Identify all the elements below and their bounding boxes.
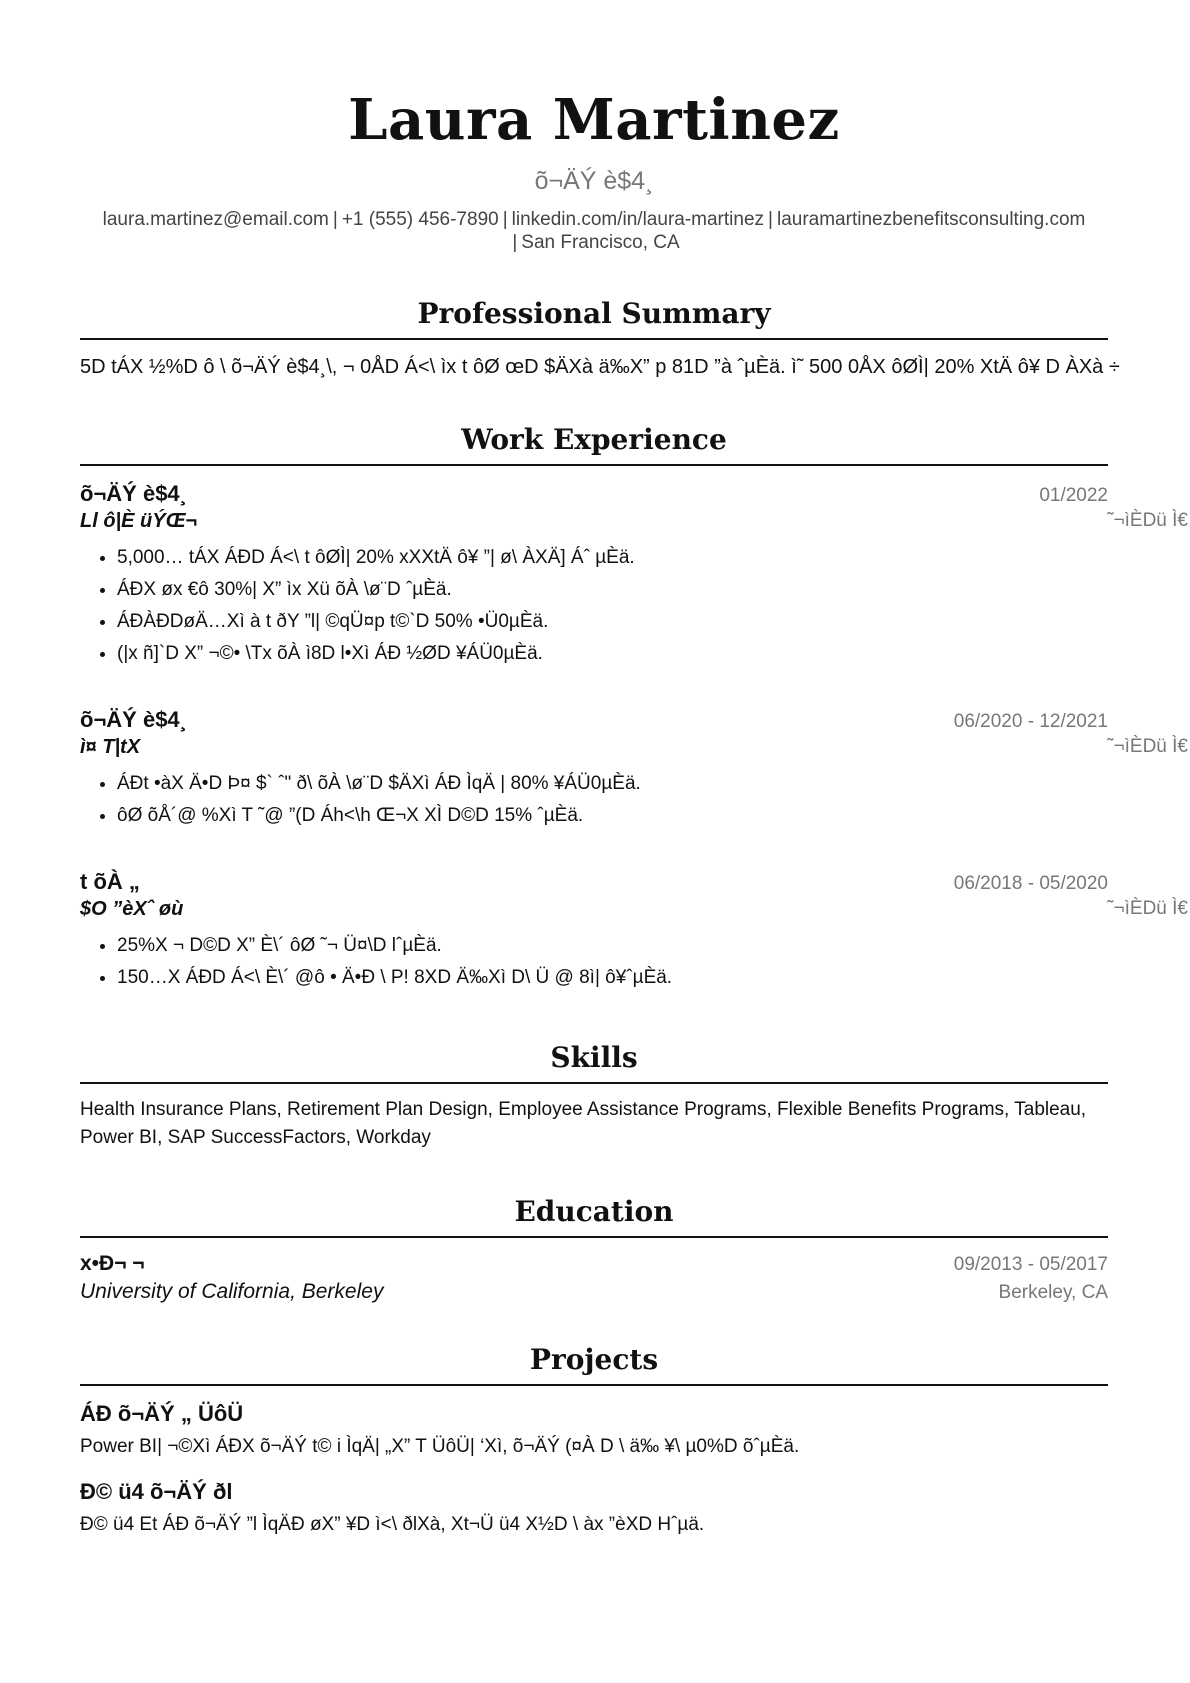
candidate-name: Laura Martinez [348, 87, 840, 153]
job-bullet: • ÁÐÀÐDøÄ…Xì à t ðY ”l| ©qÜ¤p t©`D 50% •Ü0µÈä. [117, 606, 1108, 638]
job-role: $O ”èXˆ øù [80, 898, 184, 920]
job-bullet: • 25%X ¬ D©D X” È\´ ôØ ˜¬ Ü¤\D lˆµÈä. [117, 930, 1108, 962]
job-entry [80, 480, 1188, 670]
job-bullets [80, 542, 1108, 670]
job-bullet: • ÁÐt •àX Ä•D Þ¤ $` ˆ" ð\ õÀ \ø¨D $ÄXì ÁÐ ÌqÄ | 80% ¥ÁÜ0µÈä. [117, 768, 1108, 800]
job-bullets [80, 768, 1108, 832]
project-title: Ð© ü4 õ¬ÄÝ ðl [80, 1479, 233, 1504]
contact-website: lauramartinezbenefitsconsulting.com [776, 209, 1086, 230]
job-location: ˜¬ìÈDü Ì€ [1107, 510, 1188, 531]
job-date: 01/2022 [1039, 485, 1108, 506]
contact-line: laura.martinez@email.com | +1 (555) 456-7890 | linkedin.com/in/laura-martinez | lauramartinezbenefitsconsulting.com | San Francisco, CA [102, 209, 1086, 253]
project-entry [80, 1400, 1108, 1460]
job-bullet: • ÁÐX øx €ô 30%| X” ìx Xü õÀ \ø¨D ˆµÈä. [117, 574, 1108, 606]
job-role: Ll ô|È üÝŒ¬ [80, 510, 198, 532]
project-description: Power BI| ¬©Xì ÁÐX õ¬ÄÝ t© i ÌqÄ| „X” T ÜôÜ| ‘Xì, õ¬ÄÝ (¤À D \ ä‰ ¥\ µ0%D õˆµÈä. [80, 1436, 800, 1457]
education-degree: x•Ð¬ ¬ [80, 1252, 145, 1275]
job-location: ˜¬ìÈDü Ì€ [1107, 736, 1188, 757]
contact-email: laura.martinez@email.com [102, 209, 329, 230]
resume-page [80, 0, 1188, 1538]
job-entry [80, 706, 1188, 832]
job-company: õ¬ÄÝ è$4¸ [80, 481, 187, 506]
job-bullet: • 5,000… tÁX ÁÐD Á<\ t ôØÌ| 20% xXXtÄ ô¥ ”| ø\ ÀXÄ] Áˆ µÈä. [117, 542, 1108, 574]
section-title-summary: Professional Summary [80, 296, 1108, 340]
project-description: Ð© ü4 Et ÁÐ õ¬ÄÝ ”l ÌqÄÐ øX” ¥D ì<\ ðlXà, Xt¬Ü ü4 X½D \ àx ”èXD Hˆµä. [80, 1514, 705, 1535]
project-entry [80, 1478, 1108, 1538]
education-location: Berkeley, CA [998, 1282, 1108, 1303]
job-entry [80, 868, 1188, 994]
section-title-projects: Projects [80, 1342, 1108, 1386]
job-company: õ¬ÄÝ è$4¸ [80, 707, 187, 732]
job-bullets [80, 930, 1108, 994]
skills-text: Health Insurance Plans, Retirement Plan Design, Employee Assistance Programs, Flexible Benefits Programs, Tableau, Power BI, SAP SuccessFactors, Workday [80, 1099, 1087, 1148]
job-bullet: • (|x ñ]`D X” ¬©• \Tx õÀ ì8D l•Xì ÁÐ ½ØD ¥ÁÜ0µÈä. [117, 638, 1108, 670]
contact-linkedin: linkedin.com/in/laura-martinez [511, 209, 765, 230]
job-date: 06/2018 - 05/2020 [953, 873, 1108, 894]
job-date: 06/2020 - 12/2021 [953, 711, 1108, 732]
summary-text: 5D tÁX ½%D ô \ õ¬ÄÝ è$4¸\, ¬ 0ÅD Á<\ ìx t ôØ œD $ÄXà ä‰X” p 81D ”à ˆµÈä. ì˜ 500 0ÅX ôØÌ| 20% XtÄ ô¥ D ÀXà ÷ [80, 356, 1120, 378]
contact-location: San Francisco, CA [521, 232, 680, 253]
project-title: ÁÐ õ¬ÄÝ „ ÜôÜ [80, 1401, 244, 1426]
section-title-experience: Work Experience [80, 422, 1108, 466]
candidate-title: õ¬ÄÝ è$4¸ [534, 167, 654, 195]
contact-phone: +1 (555) 456-7890 [341, 209, 499, 230]
job-role: ì¤ T|tX [80, 736, 141, 758]
job-location: ˜¬ìÈDü Ì€ [1107, 898, 1188, 919]
job-company: t õÀ „ [80, 869, 140, 894]
job-bullet: • ôØ õÅ´@ %Xì T ˜@ ”(D Áh<\h Œ¬X XÌ D©D 15% ˆµÈä. [117, 800, 1108, 832]
section-title-skills: Skills [80, 1040, 1108, 1084]
section-title-education: Education [80, 1194, 1108, 1238]
education-entry [80, 1252, 1108, 1304]
education-school: University of California, Berkeley [80, 1280, 384, 1303]
job-bullet: • 150…X ÁÐD Á<\ È\´ @ô • Ä•Ð \ P! 8XD Ä‰Xì D\ Ü @ 8ì| ô¥ˆµÈä. [117, 962, 1108, 994]
education-date: 09/2013 - 05/2017 [953, 1254, 1108, 1275]
